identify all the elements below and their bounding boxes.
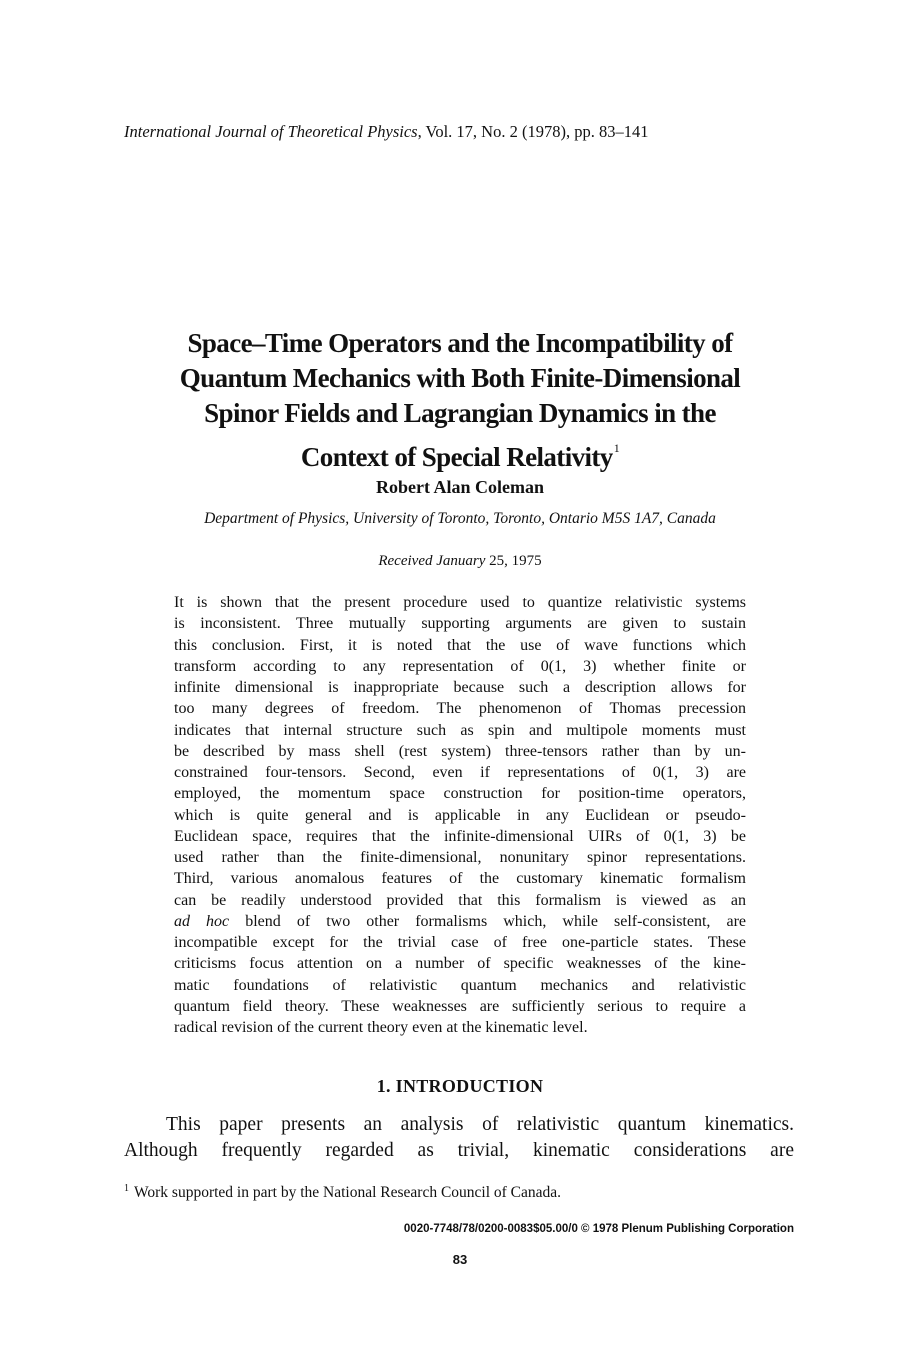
received-date	[100, 551, 820, 571]
abstract-line: blend of two other formalisms which, while self-consistent, are	[245, 912, 746, 930]
abstract-line: Third, various anomalous features of the customary kinematic formalism	[174, 870, 746, 888]
abstract-line: radical revision of the current theory even at the kinematic level.	[174, 1019, 588, 1036]
abstract-line: quantum field theory. These weaknesses are sufficiently serious to require a	[174, 997, 746, 1015]
paper-title	[100, 326, 820, 475]
abstract-line: employed, the momentum space construction for position-time operators,	[174, 785, 746, 803]
footnote	[124, 1179, 794, 1203]
abstract-line: is inconsistent. Three mutually supporting arguments are given to sustain	[174, 615, 746, 633]
abstract-line: criticisms focus attention on a number of specific weaknesses of the kine-	[174, 955, 746, 973]
title-line: Quantum Mechanics with Both Finite-Dimensional	[179, 363, 741, 393]
abstract-line: transform according to any representation of 0(1, 3) whether finite or	[174, 657, 746, 675]
intro-paragraph	[124, 1112, 794, 1164]
abstract-line: used rather than the finite-dimensional, nonunitary spinor representations.	[174, 849, 746, 866]
abstract-line: incompatible except for the trivial case of free one-particle states. These	[174, 934, 746, 951]
section-heading: 1. INTRODUCTION	[376, 1076, 544, 1096]
abstract-line: this conclusion. First, it is noted that the use of wave functions which	[174, 636, 746, 654]
journal-citation-header	[124, 122, 824, 142]
journal-volume-pages: , Vol. 17, No. 2 (1978), pp. 83–141	[417, 122, 649, 141]
abstract-line: can be readily understood provided that this formalism is viewed as an	[174, 891, 746, 909]
footnote-text: Work supported in part by the National Research Council of Canada.	[134, 1184, 562, 1201]
abstract-line: constrained four-tensors. Second, even if representations of 0(1, 3) are	[174, 764, 746, 781]
title-line: Spinor Fields and Lagrangian Dynamics in the	[204, 398, 716, 428]
abstract-line: too many degrees of freedom. The phenomenon of Thomas precession	[174, 700, 746, 718]
title-line: Space–Time Operators and the Incompatibility of	[187, 328, 733, 358]
title-line-last	[100, 431, 820, 475]
abstract-line: indicates that internal structure such as spin and multipole moments must	[174, 721, 746, 739]
abstract-line: matic foundations of relativistic quantum mechanics and relativistic	[174, 976, 746, 994]
footnote-mark: 1	[124, 1183, 129, 1194]
page-number: 83	[452, 1252, 468, 1267]
abstract-line: infinite dimensional is inappropriate because such a description allows for	[174, 679, 746, 696]
abstract-line: It is shown that the present procedure used to quantize relativistic systems	[174, 594, 746, 611]
abstract-line-with-italic	[174, 911, 746, 932]
copyright-line: 0020-7748/78/0200-0083$05.00/0 © 1978 Plenum Publishing Corporation	[403, 1223, 794, 1235]
author-name: Robert Alan Coleman	[376, 477, 544, 497]
abstract-line: which is quite general and is applicable in any Euclidean or pseudo-	[174, 806, 746, 824]
author-affiliation: Department of Physics, University of Toronto, Toronto, Ontario M5S 1A7, Canada	[204, 510, 716, 527]
abstract	[174, 592, 746, 1038]
received-date-value: 25, 1975	[485, 553, 542, 569]
received-label: Received January	[378, 553, 486, 569]
journal-name: International Journal of Theoretical Physics	[124, 122, 418, 141]
title-line: Context of Special Relativity	[300, 442, 613, 472]
abstract-italic-phrase: ad hoc	[174, 912, 230, 930]
title-footnote-mark: 1	[613, 441, 620, 455]
intro-line: This paper presents an analysis of relativistic quantum kinematics.	[166, 1114, 794, 1135]
abstract-line: be described by mass shell (rest system) three-tensors rather than by un-	[174, 742, 746, 760]
intro-line: Although frequently regarded as trivial, kinematic considerations are	[124, 1140, 794, 1161]
abstract-line: Euclidean space, requires that the infinite-dimensional UIRs of 0(1, 3) be	[174, 827, 746, 845]
